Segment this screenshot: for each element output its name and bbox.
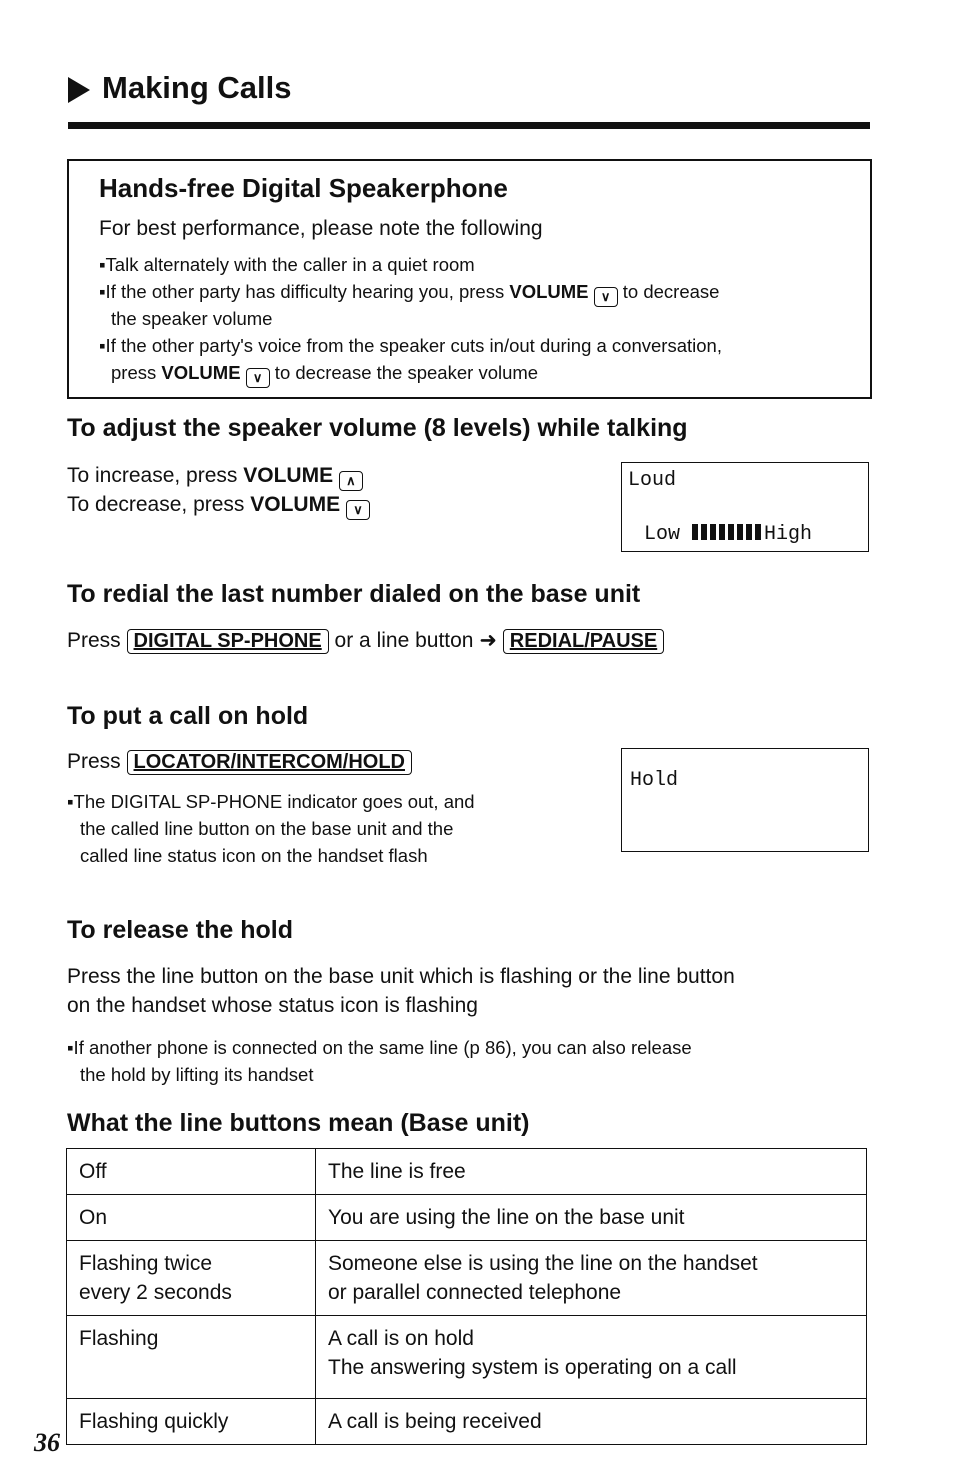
arrow-right-icon: ➜	[479, 629, 497, 652]
volume-decrease-text: To decrease, press	[67, 493, 251, 516]
line-meaning-cell: A call is on hold The answering system is operating on a call	[316, 1316, 867, 1399]
lcd-hold-label: Hold	[630, 769, 679, 792]
volume-bar	[692, 524, 698, 540]
lcd-volume-meter	[644, 523, 812, 546]
digital-sp-phone-button: DIGITAL SP-PHONE	[127, 629, 329, 654]
hold-note-2: the called line button on the base unit and the	[80, 818, 454, 839]
table-row	[67, 1149, 867, 1195]
volume-bar	[746, 524, 752, 540]
table-row	[67, 1316, 867, 1399]
volume-key-label: VOLUME	[250, 493, 341, 516]
line-buttons-heading: What the line buttons mean (Base unit)	[67, 1109, 530, 1137]
note-bullet-3: ▪If the other party's voice from the speaker cuts in/out during a conversation,	[99, 335, 722, 356]
volume-bar	[701, 524, 707, 540]
volume-down-icon: ∨	[594, 287, 618, 307]
line-meaning-cell: You are using the line on the base unit	[316, 1195, 867, 1241]
lcd-loud-label: Loud	[628, 469, 677, 492]
note-bullet-2-text: ▪If the other party has difficulty hearing you, press	[99, 281, 510, 302]
note-bullet-2-post: to decrease	[617, 281, 720, 302]
hold-press-text: Press	[67, 750, 121, 773]
volume-key-label: VOLUME	[243, 464, 334, 487]
hold-note-1: ▪The DIGITAL SP-PHONE indicator goes out, and	[67, 791, 475, 812]
note-intro: For best performance, please note the following	[99, 217, 543, 240]
volume-key-label: VOLUME	[161, 362, 241, 383]
hold-heading: To put a call on hold	[67, 702, 309, 730]
redial-heading: To redial the last number dialed on the base unit	[67, 580, 641, 608]
note-bullet-3-post: to decrease the speaker volume	[269, 362, 539, 383]
volume-heading: To adjust the speaker volume (8 levels) while talking	[67, 414, 688, 442]
volume-level-bars	[692, 524, 764, 540]
line-meaning-cell: The line is free	[316, 1149, 867, 1195]
line-state-cell: Flashing quickly	[67, 1399, 316, 1445]
redial-pause-button: REDIAL/PAUSE	[503, 629, 664, 654]
volume-decrease-line	[67, 490, 370, 520]
line-meaning-cell: A call is being received	[316, 1399, 867, 1445]
volume-increase-text: To increase, press	[67, 464, 244, 487]
hold-note-3: called line status icon on the handset flash	[80, 845, 428, 866]
release-note-2: the hold by lifting its handset	[80, 1064, 314, 1085]
volume-bar	[728, 524, 734, 540]
table-row	[67, 1241, 867, 1316]
locator-intercom-hold-button: LOCATOR/INTERCOM/HOLD	[127, 750, 412, 775]
table-row	[67, 1195, 867, 1241]
line-state-cell: Flashing twice every 2 seconds	[67, 1241, 316, 1316]
page-number: 36	[34, 1428, 60, 1457]
volume-up-icon: ∧	[339, 471, 363, 491]
note-bullet-3-cont	[111, 359, 871, 388]
note-bullet-2-cont: the speaker volume	[111, 308, 273, 329]
lcd-high-label: High	[764, 523, 813, 546]
note-bullet-3-cont-text: press	[111, 362, 162, 383]
line-state-cell: Flashing	[67, 1316, 316, 1399]
title-rule	[68, 122, 870, 129]
note-bullet-1: ▪Talk alternately with the caller in a quiet room	[99, 254, 475, 275]
volume-bar	[710, 524, 716, 540]
volume-bar	[719, 524, 725, 540]
release-heading: To release the hold	[67, 916, 293, 944]
release-paragraph-2: on the handset whose status icon is flashing	[67, 994, 478, 1017]
release-note-1: ▪If another phone is connected on the same line (p 86), you can also release	[67, 1037, 692, 1058]
page-title	[68, 70, 292, 106]
line-buttons-table	[66, 1148, 867, 1445]
arrow-right-icon	[68, 77, 90, 103]
volume-down-icon: ∨	[246, 368, 270, 388]
redial-mid-text: or a line button	[334, 629, 474, 652]
volume-bar	[755, 524, 761, 540]
line-meaning-cell: Someone else is using the line on the handset or parallel connected telephone	[316, 1241, 867, 1316]
hold-instruction	[67, 747, 412, 776]
page-title-text: Making Calls	[102, 70, 292, 105]
note-heading: Hands-free Digital Speakerphone	[99, 173, 508, 203]
redial-press-text: Press	[67, 629, 121, 652]
hold-lcd-display	[621, 748, 869, 852]
table-row	[67, 1399, 867, 1445]
speakerphone-note-box	[67, 159, 872, 399]
redial-instruction	[67, 626, 664, 655]
volume-down-icon: ∨	[346, 500, 370, 520]
volume-increase-line	[67, 461, 363, 491]
volume-key-label: VOLUME	[509, 281, 589, 302]
volume-lcd-display	[621, 462, 869, 552]
note-bullet-2	[99, 278, 859, 307]
lcd-low-label: Low	[644, 523, 681, 546]
line-state-cell: Off	[67, 1149, 316, 1195]
volume-bar	[737, 524, 743, 540]
release-paragraph-1: Press the line button on the base unit which is flashing or the line button	[67, 965, 735, 988]
line-state-cell: On	[67, 1195, 316, 1241]
